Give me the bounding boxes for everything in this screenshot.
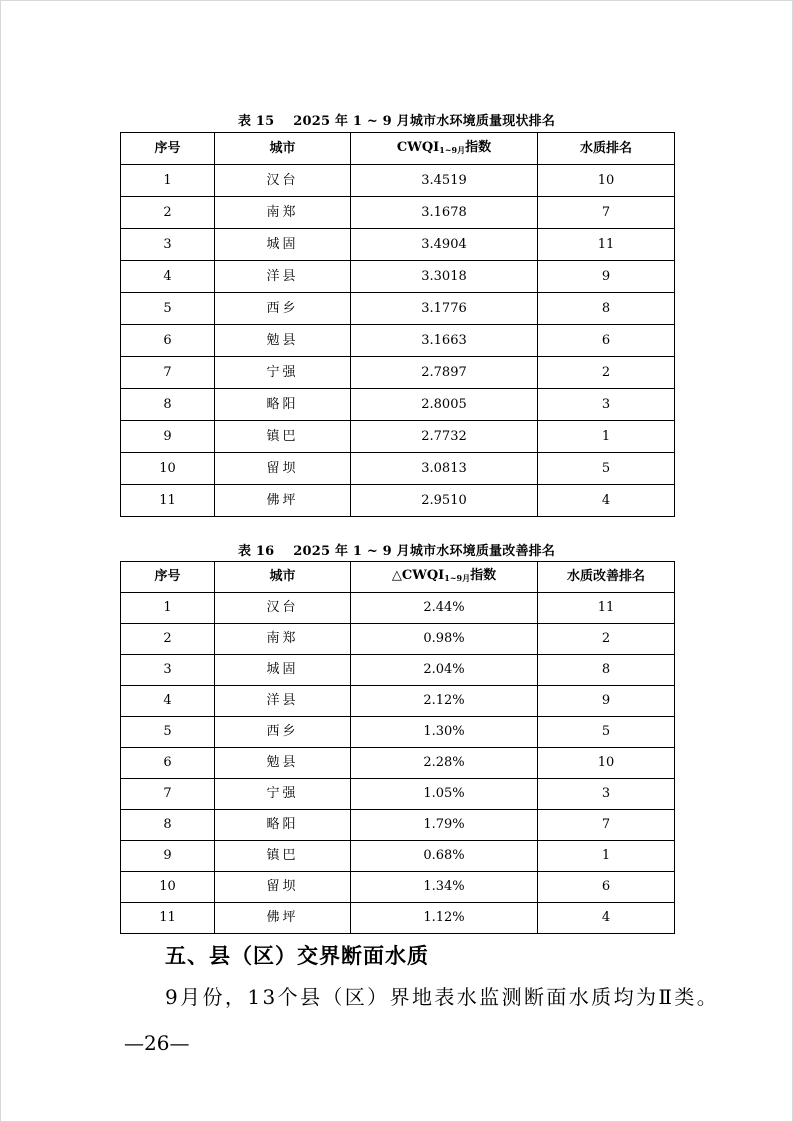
table-row — [121, 261, 675, 293]
header-index-suffix: 指数 — [470, 568, 497, 583]
table-15-body — [121, 165, 675, 517]
cell-rank: 4 — [538, 485, 675, 517]
cell-seq: 5 — [121, 717, 215, 748]
header-city: 城市 — [215, 562, 351, 593]
table-16-caption: 表 16 2025 年 1 ~ 9 月城市水环境质量改善排名 — [237, 544, 556, 559]
cell-value: 3.1663 — [351, 325, 538, 357]
cell-seq: 4 — [121, 261, 215, 293]
table-15-header-row — [121, 133, 675, 165]
cell-value: 2.28% — [351, 748, 538, 779]
cell-seq: 6 — [121, 325, 215, 357]
cell-value: 3.0813 — [351, 453, 538, 485]
cell-value: 2.12% — [351, 686, 538, 717]
cell-city: 勉县 — [215, 748, 351, 779]
table-row — [121, 748, 675, 779]
cell-seq: 6 — [121, 748, 215, 779]
cell-value: 1.05% — [351, 779, 538, 810]
cell-seq: 9 — [121, 841, 215, 872]
cell-rank: 6 — [538, 872, 675, 903]
cell-city: 宁强 — [215, 779, 351, 810]
cell-seq: 11 — [121, 903, 215, 934]
table-row — [121, 229, 675, 261]
cell-value: 3.4904 — [351, 229, 538, 261]
header-index — [351, 133, 538, 165]
cell-rank: 11 — [538, 593, 675, 624]
table-15 — [120, 132, 675, 517]
cell-city: 略阳 — [215, 389, 351, 421]
header-seq: 序号 — [121, 562, 215, 593]
cell-city: 城固 — [215, 655, 351, 686]
cell-city: 南郑 — [215, 197, 351, 229]
table-16 — [120, 561, 675, 934]
cell-value: 2.9510 — [351, 485, 538, 517]
table-row — [121, 165, 675, 197]
table-row — [121, 686, 675, 717]
table-row — [121, 421, 675, 453]
cell-rank: 8 — [538, 655, 675, 686]
cell-seq: 7 — [121, 357, 215, 389]
cell-seq: 11 — [121, 485, 215, 517]
table-16-body — [121, 593, 675, 934]
cell-value: 2.8005 — [351, 389, 538, 421]
cell-seq: 9 — [121, 421, 215, 453]
cell-city: 略阳 — [215, 810, 351, 841]
table-row — [121, 779, 675, 810]
table-row — [121, 841, 675, 872]
cell-rank: 5 — [538, 453, 675, 485]
table-row — [121, 655, 675, 686]
cell-seq: 8 — [121, 810, 215, 841]
cell-city: 洋县 — [215, 261, 351, 293]
cell-rank: 10 — [538, 748, 675, 779]
table-row — [121, 325, 675, 357]
cell-city: 西乡 — [215, 293, 351, 325]
cell-rank: 11 — [538, 229, 675, 261]
cell-city: 留坝 — [215, 453, 351, 485]
cell-city: 佛坪 — [215, 903, 351, 934]
cell-seq: 10 — [121, 453, 215, 485]
cell-seq: 10 — [121, 872, 215, 903]
cell-rank: 10 — [538, 165, 675, 197]
cell-seq: 1 — [121, 165, 215, 197]
table-row — [121, 197, 675, 229]
cell-rank: 4 — [538, 903, 675, 934]
cell-value: 2.04% — [351, 655, 538, 686]
table-row — [121, 357, 675, 389]
header-index — [351, 562, 538, 593]
table-row — [121, 453, 675, 485]
cell-city: 城固 — [215, 229, 351, 261]
table-row — [121, 624, 675, 655]
cell-seq: 2 — [121, 197, 215, 229]
header-rank: 水质改善排名 — [538, 562, 675, 593]
cell-value: 3.3018 — [351, 261, 538, 293]
table-16-header-row — [121, 562, 675, 593]
header-index-sub: 1~9月 — [439, 144, 466, 155]
cell-rank: 9 — [538, 261, 675, 293]
cell-seq: 1 — [121, 593, 215, 624]
header-index-main: CWQI — [396, 139, 440, 155]
cell-rank: 1 — [538, 421, 675, 453]
section-heading: 五、县（区）交界断面水质 — [165, 943, 429, 968]
cell-seq: 7 — [121, 779, 215, 810]
table-row — [121, 389, 675, 421]
cell-seq: 3 — [121, 229, 215, 261]
table-row — [121, 810, 675, 841]
cell-city: 镇巴 — [215, 421, 351, 453]
table-15-caption: 表 15 2025 年 1 ~ 9 月城市水环境质量现状排名 — [237, 114, 556, 129]
cell-city: 南郑 — [215, 624, 351, 655]
table-row — [121, 293, 675, 325]
cell-rank: 3 — [538, 389, 675, 421]
cell-rank: 2 — [538, 624, 675, 655]
cell-city: 勉县 — [215, 325, 351, 357]
table-row — [121, 717, 675, 748]
cell-city: 洋县 — [215, 686, 351, 717]
cell-value: 1.34% — [351, 872, 538, 903]
cell-rank: 9 — [538, 686, 675, 717]
cell-value: 1.30% — [351, 717, 538, 748]
cell-value: 0.98% — [351, 624, 538, 655]
table-row — [121, 593, 675, 624]
cell-rank: 3 — [538, 779, 675, 810]
cell-city: 汉台 — [215, 165, 351, 197]
table-row — [121, 485, 675, 517]
cell-value: 2.7732 — [351, 421, 538, 453]
cell-rank: 7 — [538, 810, 675, 841]
header-city: 城市 — [215, 133, 351, 165]
cell-value: 3.4519 — [351, 165, 538, 197]
page-number: —26— — [124, 1031, 190, 1055]
cell-city: 宁强 — [215, 357, 351, 389]
cell-rank: 7 — [538, 197, 675, 229]
cell-city: 镇巴 — [215, 841, 351, 872]
header-seq: 序号 — [121, 133, 215, 165]
section-paragraph: 9月份，13个县（区）界地表水监测断面水质均为Ⅱ类。 — [165, 985, 720, 1009]
cell-seq: 3 — [121, 655, 215, 686]
header-index-sub: 1~9月 — [444, 573, 471, 583]
cell-value: 3.1678 — [351, 197, 538, 229]
cell-city: 西乡 — [215, 717, 351, 748]
cell-seq: 8 — [121, 389, 215, 421]
cell-city: 留坝 — [215, 872, 351, 903]
cell-value: 1.79% — [351, 810, 538, 841]
cell-rank: 2 — [538, 357, 675, 389]
cell-seq: 2 — [121, 624, 215, 655]
cell-city: 汉台 — [215, 593, 351, 624]
cell-city: 佛坪 — [215, 485, 351, 517]
header-index-main: △CWQI — [391, 568, 445, 583]
table-row — [121, 872, 675, 903]
cell-seq: 5 — [121, 293, 215, 325]
header-index-suffix: 指数 — [465, 139, 492, 155]
cell-rank: 6 — [538, 325, 675, 357]
cell-rank: 5 — [538, 717, 675, 748]
cell-value: 1.12% — [351, 903, 538, 934]
header-rank: 水质排名 — [538, 133, 675, 165]
cell-rank: 1 — [538, 841, 675, 872]
table-row — [121, 903, 675, 934]
cell-value: 0.68% — [351, 841, 538, 872]
cell-value: 2.44% — [351, 593, 538, 624]
cell-value: 2.7897 — [351, 357, 538, 389]
cell-seq: 4 — [121, 686, 215, 717]
cell-rank: 8 — [538, 293, 675, 325]
cell-value: 3.1776 — [351, 293, 538, 325]
